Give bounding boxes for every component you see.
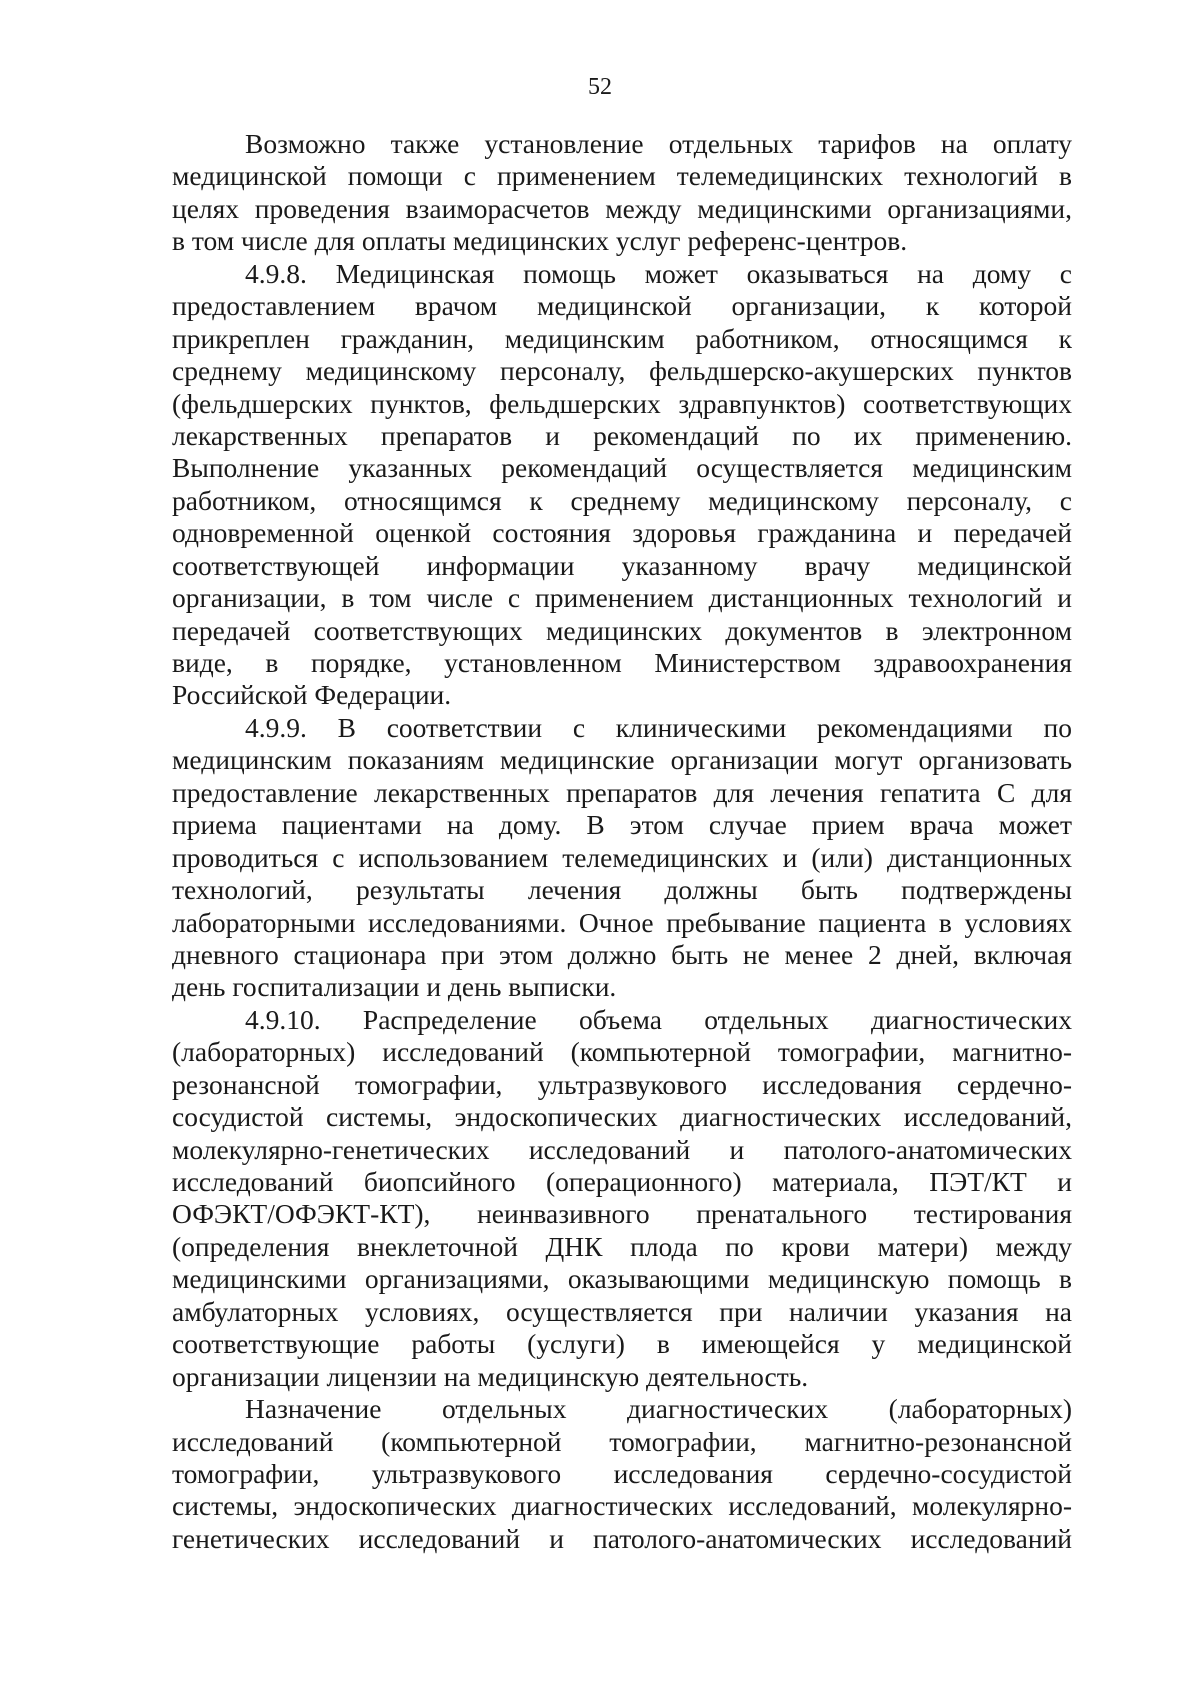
text-line: среднему медицинскому персоналу, фельдшерско-акушерских пунктов <box>172 355 1072 387</box>
text-line: (определения внеклеточной ДНК плода по крови матери) между <box>172 1230 1072 1262</box>
text-line: системы, эндоскопических диагностических исследований, молекулярно- <box>172 1490 1072 1522</box>
text-line: Российской Федерации. <box>172 679 452 711</box>
text-line: 4.9.9. В соответствии с клиническими рекомендациями по <box>245 711 1072 743</box>
text-line: амбулаторных условиях, осуществляется при наличии указания на <box>172 1295 1072 1327</box>
paragraph <box>172 1393 1072 1555</box>
text-line: Выполнение указанных рекомендаций осуществляется медицинским <box>172 452 1072 484</box>
text-line: целях проведения взаиморасчетов между медицинскими организациями, <box>172 192 1072 224</box>
text-line: медицинским показаниям медицинские организации могут организовать <box>172 744 1072 776</box>
text-line: лекарственных препаратов и рекомендаций по их применению. <box>172 419 1072 451</box>
text-line: 4.9.8. Медицинская помощь может оказываться на дому с <box>245 257 1072 289</box>
text-line: соответствующей информации указанному врачу медицинской <box>172 549 1072 581</box>
text-line: исследований (компьютерной томографии, магнитно-резонансной <box>172 1425 1072 1457</box>
text-line: работником, относящимся к среднему медицинскому персоналу, с <box>172 484 1072 516</box>
text-line: сосудистой системы, эндоскопических диагностических исследований, <box>172 1101 1072 1133</box>
text-line: технологий, результаты лечения должны быть подтверждены <box>172 874 1072 906</box>
text-line: исследований биопсийного (операционного) материала, ПЭТ/КТ и <box>172 1166 1072 1197</box>
text-line: соответствующие работы (услуги) в имеющейся у медицинской <box>172 1328 1072 1360</box>
text-line: лабораторными исследованиями. Очное пребывание пациента в условиях <box>172 906 1072 938</box>
text-line: организации, в том числе с применением дистанционных технологий и <box>172 582 1072 614</box>
text-line: Назначение отдельных диагностических (лабораторных) <box>245 1393 1072 1425</box>
text-line: виде, в порядке, установленном Министерством здравоохранения <box>172 647 1072 678</box>
text-line: приема пациентами на дому. В этом случае прием врача может <box>172 809 1072 841</box>
paragraph <box>172 712 1072 1004</box>
document-body <box>172 128 1072 1555</box>
text-line: молекулярно-генетических исследований и патолого-анатомических <box>172 1133 1072 1165</box>
text-line: медицинской помощи с применением телемедицинских технологий в <box>172 160 1072 192</box>
paragraph <box>172 128 1072 258</box>
text-line: 4.9.10. Распределение объема отдельных диагностических <box>245 1003 1072 1035</box>
text-line: прикреплен гражданин, медицинским работником, относящимся к <box>172 322 1072 354</box>
page-number: 52 <box>588 74 612 100</box>
text-line: день госпитализации и день выписки. <box>172 971 617 1003</box>
text-line: (фельдшерских пунктов, фельдшерских здравпунктов) соответствующих <box>172 387 1072 419</box>
paragraph <box>172 1004 1072 1393</box>
text-line: (лабораторных) исследований (компьютерной томографии, магнитно- <box>172 1036 1072 1068</box>
text-line: в том числе для оплаты медицинских услуг референс-центров. <box>172 225 908 257</box>
text-line: ОФЭКТ/ОФЭКТ-КТ), неинвазивного пренатального тестирования <box>172 1198 1072 1230</box>
text-line: дневного стационара при этом должно быть не менее 2 дней, включая <box>172 938 1072 970</box>
text-line: предоставлением врачом медицинской организации, к которой <box>172 290 1072 322</box>
text-line: одновременной оценкой состояния здоровья гражданина и передачей <box>172 517 1072 549</box>
text-line: Возможно также установление отдельных тарифов на оплату <box>245 128 1072 159</box>
text-line: предоставление лекарственных препаратов для лечения гепатита С для <box>172 776 1072 808</box>
text-line: медицинскими организациями, оказывающими медицинскую помощь в <box>172 1263 1072 1295</box>
text-line: генетических исследований и патолого-анатомических исследований <box>172 1522 1072 1554</box>
text-line: проводиться с использованием телемедицинских и (или) дистанционных <box>172 841 1072 873</box>
text-line: организации лицензии на медицинскую деятельность. <box>172 1360 809 1392</box>
text-line: томографии, ультразвукового исследования сердечно-сосудистой <box>172 1457 1072 1489</box>
text-line: резонансной томографии, ультразвукового исследования сердечно- <box>172 1068 1072 1100</box>
text-line: передачей соответствующих медицинских документов в электронном <box>172 614 1072 646</box>
paragraph <box>172 258 1072 712</box>
